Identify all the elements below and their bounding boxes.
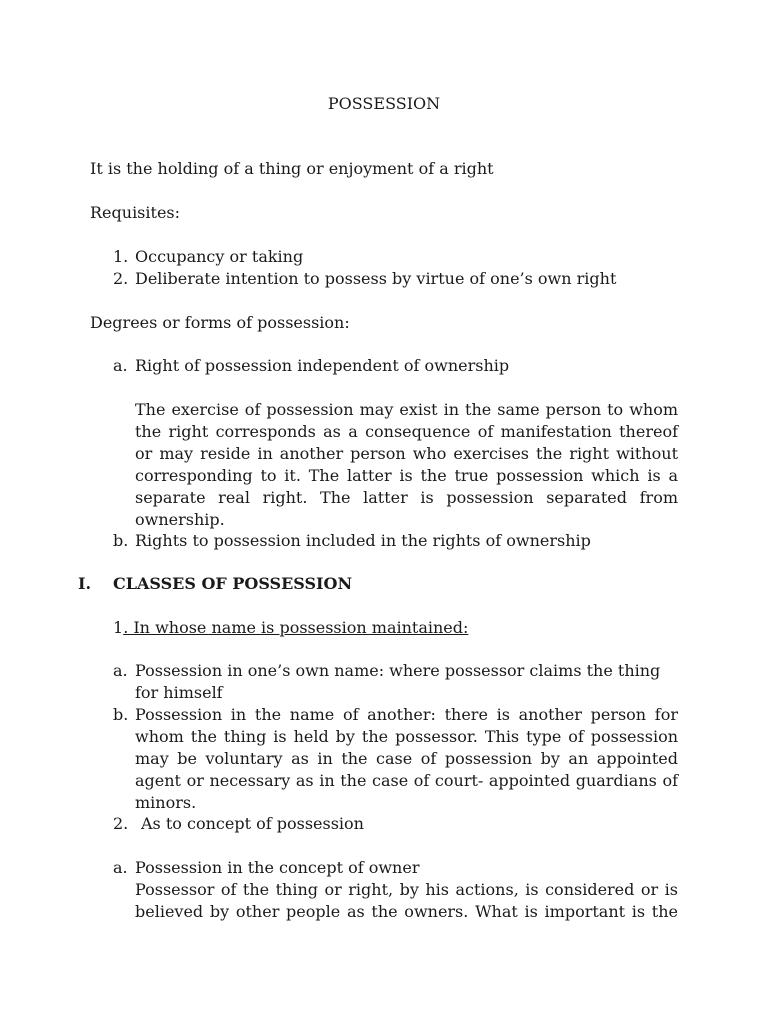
subsection-1-heading — [113, 617, 468, 639]
subsection-2-title: As to concept of possession — [141, 814, 364, 833]
requisite-number: 2. — [113, 269, 129, 288]
subsection-2-item-a-paragraph: Possessor of the thing or right, by his actions, is considered or is believed by other people as the owners. What is important is the — [135, 880, 678, 921]
item-text: Possession in one’s own name: where possessor claims the thing for himself — [135, 661, 661, 702]
degree-a-text: Right of possession independent of ownership — [135, 356, 510, 375]
section-heading: CLASSES OF POSSESSION — [113, 574, 353, 593]
subsection-1-number: 1 — [113, 618, 124, 637]
definition-text: It is the holding of a thing or enjoyment of a right — [90, 159, 494, 178]
subsection-2-number: 2. — [113, 814, 129, 833]
degree-a-paragraph: The exercise of possession may exist in the same person to whom the right corresponds as a consequence of manifestation thereof or may reside in another person who exercises the right without corresponding to it. The latter is the true possession which is a separate real right. The latter is possession separated from ownership. — [135, 400, 678, 529]
section-numeral: I. — [78, 574, 92, 593]
subsection-1-item-a — [135, 660, 678, 704]
requisite-number: 1. — [113, 247, 129, 266]
requisites-heading: Requisites: — [90, 203, 181, 222]
list-marker: a. — [113, 356, 128, 375]
list-marker: a. — [113, 661, 128, 680]
page-title: POSSESSION — [327, 94, 441, 113]
subsection-1-item-b: Possession in the name of another: there is another person for whom the thing is held by the possessor. This type of possession may be voluntary as in the case of possession by an appointed agent or necessary as in the case of court- appointed guardians of minors. — [135, 705, 678, 812]
subsection-2-item-a-title: Possession in the concept of owner — [135, 858, 420, 877]
degree-b-text: Rights to possession included in the rights of ownership — [135, 531, 591, 550]
list-marker: b. — [113, 705, 129, 724]
list-marker: b. — [113, 531, 129, 550]
requisite-item: Deliberate intention to possess by virtue of one’s own right — [135, 269, 617, 288]
list-marker: a. — [113, 858, 128, 877]
requisite-item: Occupancy or taking — [135, 247, 304, 266]
subsection-1-title: . In whose name is possession maintained: — [123, 618, 469, 637]
degrees-heading: Degrees or forms of possession: — [90, 313, 350, 332]
